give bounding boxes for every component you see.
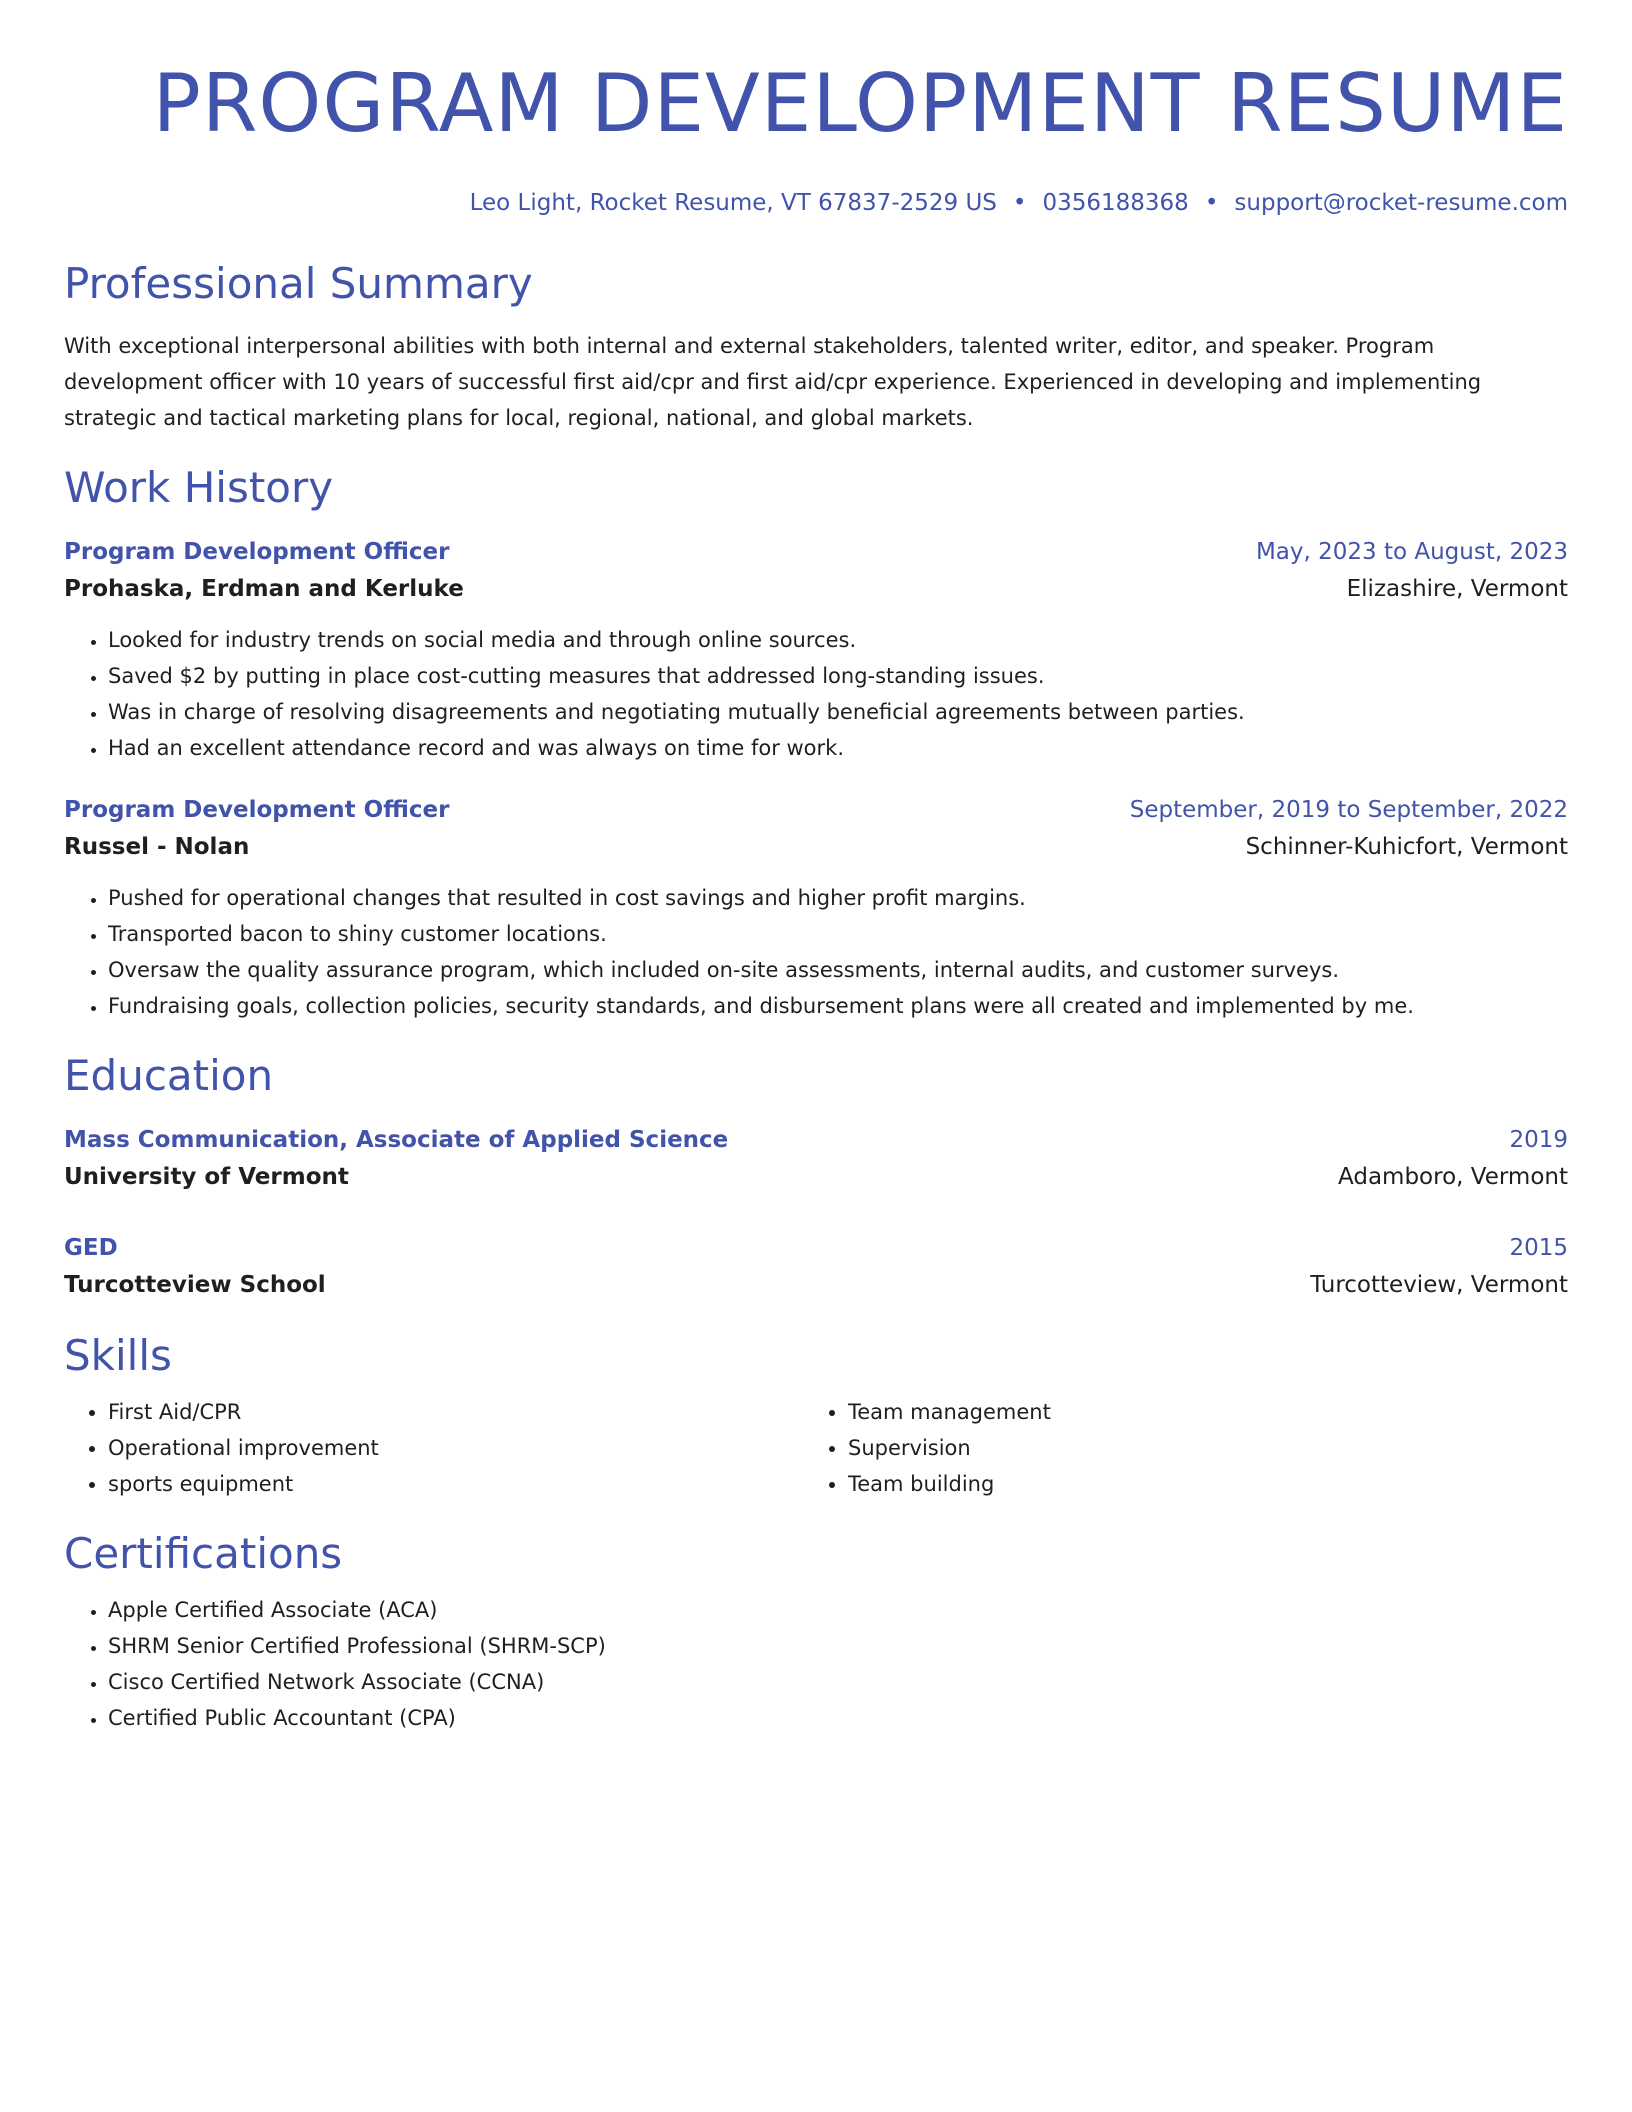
skill-item: • Team management: [848, 1394, 1544, 1430]
job-company: Prohaska, Erdman and Kerluke: [64, 576, 464, 602]
job-bullet: • Transported bacon to shiny customer locations.: [108, 916, 1568, 952]
contact-separator: •: [1204, 190, 1219, 216]
job-entry: [64, 792, 1568, 1024]
contact-separator: •: [1012, 190, 1027, 216]
skills-section: [64, 1330, 1568, 1502]
skill-item: • Team building: [848, 1466, 1544, 1502]
job-title: Program Development Officer: [64, 539, 450, 565]
skills-list-right: [804, 1394, 1544, 1502]
job-location: Schinner-Kuhicfort, Vermont: [1245, 834, 1568, 860]
job-bullets: [64, 622, 1568, 766]
skill-item: • sports equipment: [108, 1466, 804, 1502]
job-bullets: [64, 880, 1568, 1024]
education-section: [64, 1050, 1568, 1304]
school-location: Adamboro, Vermont: [1338, 1164, 1568, 1190]
contact-phone: 0356188368: [1042, 190, 1189, 216]
work-history-heading: Work History: [64, 463, 334, 512]
certifications-section: [64, 1528, 1568, 1736]
certification-item: • Cisco Certified Network Associate (CCNA): [108, 1664, 1568, 1700]
school-name: Turcotteview School: [64, 1272, 326, 1298]
skills-heading: Skills: [64, 1331, 172, 1380]
job-dates: May, 2023 to August, 2023: [1255, 539, 1568, 565]
school-name: University of Vermont: [64, 1164, 349, 1190]
job-bullet: • Looked for industry trends on social media and through online sources.: [108, 622, 1568, 658]
skill-item: • Supervision: [848, 1430, 1544, 1466]
certification-item: • Apple Certified Associate (ACA): [108, 1592, 1568, 1628]
contact-address: Leo Light, Rocket Resume, VT 67837-2529 US: [469, 190, 997, 216]
job-dates: September, 2019 to September, 2022: [1129, 797, 1568, 823]
education-heading: Education: [64, 1051, 274, 1100]
skill-item: • First Aid/CPR: [108, 1394, 804, 1430]
school-location: Turcotteview, Vermont: [1310, 1272, 1568, 1298]
job-entry: [64, 534, 1568, 766]
contact-line: [64, 188, 1568, 218]
certifications-list: [64, 1592, 1568, 1736]
job-company: Russel - Nolan: [64, 834, 250, 860]
job-title: Program Development Officer: [64, 797, 450, 823]
job-bullet: • Was in charge of resolving disagreements and negotiating mutually beneficial agreements between parties.: [108, 694, 1568, 730]
degree-name: GED: [64, 1235, 118, 1261]
skills-list-left: [64, 1394, 804, 1502]
degree-year: 2019: [1509, 1127, 1568, 1153]
resume-title: PROGRAM DEVELOPMENT RESUME: [152, 57, 1568, 150]
job-bullet: • Saved $2 by putting in place cost-cutting measures that addressed long-standing issues.: [108, 658, 1568, 694]
job-location: Elizashire, Vermont: [1346, 576, 1568, 602]
education-entry: [64, 1230, 1568, 1304]
contact-email[interactable]: support@rocket-resume.com: [1234, 190, 1568, 216]
job-bullet: • Oversaw the quality assurance program, which included on-site assessments, internal audits, and customer surveys.: [108, 952, 1568, 988]
degree-name: Mass Communication, Associate of Applied Science: [64, 1127, 729, 1153]
job-bullet: • Pushed for operational changes that resulted in cost savings and higher profit margins.: [108, 880, 1568, 916]
education-entry: [64, 1122, 1568, 1196]
certification-item: • SHRM Senior Certified Professional (SHRM-SCP): [108, 1628, 1568, 1664]
certifications-heading: Certifications: [64, 1529, 343, 1578]
work-history-section: [64, 462, 1568, 1024]
summary-heading: Professional Summary: [64, 259, 533, 308]
degree-year: 2015: [1509, 1235, 1568, 1261]
certification-item: • Certified Public Accountant (CPA): [108, 1700, 1568, 1736]
skills-grid: [64, 1394, 1568, 1502]
summary-section: [64, 258, 1568, 436]
summary-text: With exceptional interpersonal abilities with both internal and external stakeholders, talented writer, editor, and speaker. Program development officer with 10 years of successful first aid/cpr and first aid/cpr experience. Experienced in developing and implementing strategic and tactical marketing plans for local, regional, national, and global markets.: [64, 334, 1482, 430]
skill-item: • Operational improvement: [108, 1430, 804, 1466]
job-bullet: • Had an excellent attendance record and was always on time for work.: [108, 730, 1568, 766]
job-bullet: • Fundraising goals, collection policies, security standards, and disbursement plans were all created and implemented by me.: [108, 988, 1568, 1024]
